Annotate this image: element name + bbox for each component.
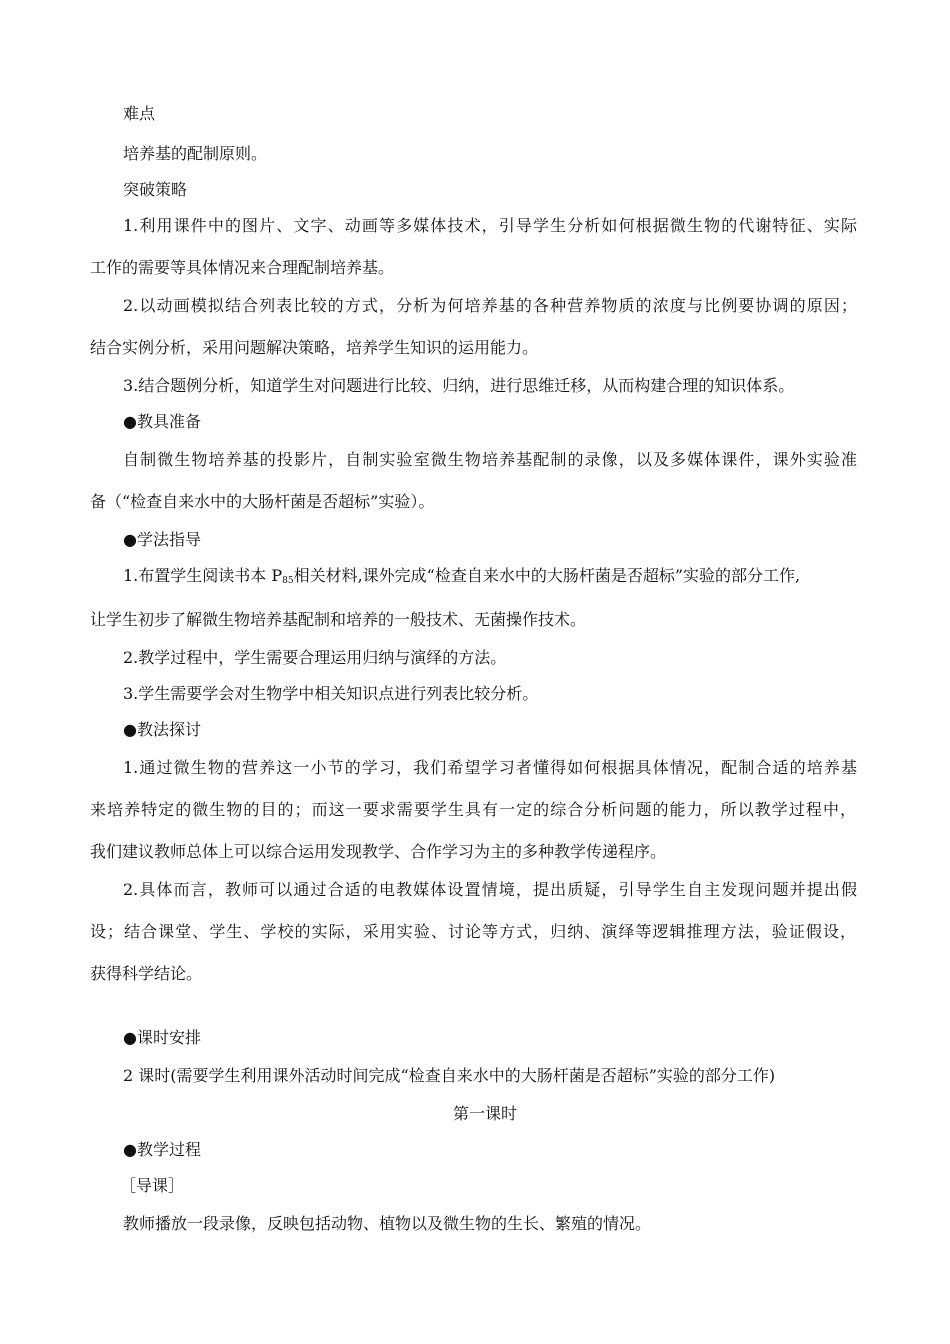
paragraph-line: 1.通过微生物的营养这一小节的学习，我们希望学习者懂得如何根据具体情况，配制合适的培养基 [123,758,857,777]
paragraph-line: 自制微生物培养基的投影片，自制实验室微生物培养基配制的录像，以及多媒体课件，课外实验准 [123,450,857,469]
paragraph-line: 2.具体而言，教师可以通过合适的电教媒体设置情境，提出质疑，引导学生自主发现问题并提出假 [123,880,857,899]
paragraph-line: 2 课时(需要学生利用课外活动时间完成“检查自来水中的大肠杆菌是否超标”实验的部分工作) [123,1066,776,1085]
paragraph-line: 3.学生需要学会对生物学中相关知识点进行列表比较分析。 [123,684,539,703]
paragraph-line: 教师播放一段录像，反映包括动物、植物以及微生物的生长、繁殖的情况。 [123,1214,652,1233]
paragraph-line: 获得科学结论。 [90,964,203,983]
page-subscript: 85 [282,576,294,586]
section-heading-schedule: ●课时安排 [123,1028,201,1047]
paragraph-line: 2.以动画模拟结合列表比较的方式，分析为何培养基的各种营养物质的浓度与比例要协调的原因； [123,296,857,315]
lesson-title: 第一课时 [452,1104,517,1123]
paragraph-line: 2.教学过程中，学生需要合理运用归纳与演绎的方法。 [123,648,507,667]
paragraph-line [123,566,857,591]
section-heading-teaching-aids: ●教具准备 [123,412,201,431]
paragraph-line: 让学生初步了解微生物培养基配制和培养的一般技术、无菌操作技术。 [90,610,587,629]
paragraph-line: 1.利用课件中的图片、文字、动画等多媒体技术，引导学生分析如何根据微生物的代谢特征、实际 [123,216,857,235]
paragraph-line: 设；结合课堂、学生、学校的实际，采用实验、讨论等方式，归纳、演绎等逻辑推理方法，验证假设， [90,922,856,941]
heading-difficulty: 难点 [123,104,156,123]
section-heading-teaching-method: ●教法探讨 [123,720,201,739]
subsection-label-intro: ［导课］ [120,1176,185,1195]
paragraph-line: 结合实例分析，采用问题解决策略，培养学生知识的运用能力。 [90,338,539,357]
paragraph-text: 相关材料,课外完成“检查自来水中的大肠杆菌是否超标”实验的部分工作, [293,566,801,585]
section-heading-process: ●教学过程 [123,1140,201,1159]
paragraph-text: 1.布置学生阅读书本 P [123,566,283,585]
paragraph-line: 备（“检查自来水中的大肠杆菌是否超标”实验）。 [90,492,435,511]
heading-strategy: 突破策略 [123,180,188,199]
section-heading-study-method: ●学法指导 [123,530,201,549]
paragraph-line: 我们建议教师总体上可以综合运用发现教学、合作学习为主的多种教学传递程序。 [90,842,667,861]
paragraph-line: 3.结合题例分析，知道学生对问题进行比较、归纳，进行思维迁移，从而构建合理的知识体系。 [123,376,795,395]
paragraph-line: 工作的需要等具体情况来合理配制培养基。 [90,258,395,277]
paragraph-line: 来培养特定的微生物的目的；而这一要求需要学生具有一定的综合分析问题的能力，所以教学过程中， [90,800,856,819]
paragraph-line: 培养基的配制原则。 [123,144,268,163]
